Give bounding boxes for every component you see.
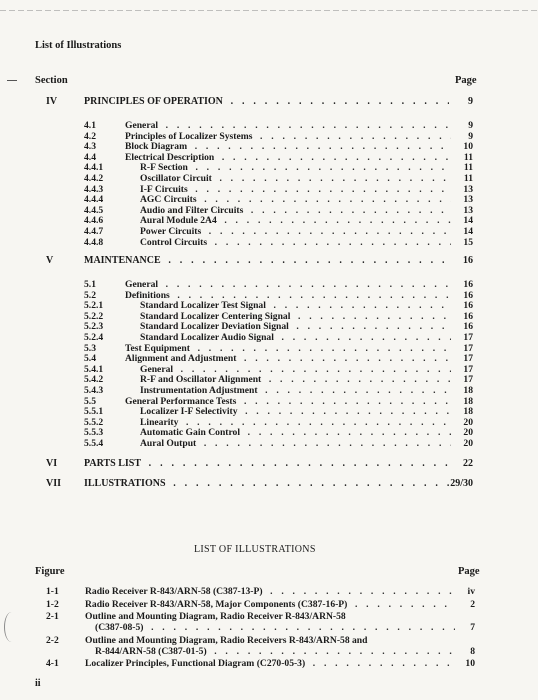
loi-caption-line [85, 658, 455, 669]
toc-section-row [0, 478, 538, 490]
toc-item-number: 4.2 [84, 130, 96, 142]
toc-section-title [84, 458, 449, 470]
toc-item-number: 5.5.3 [84, 427, 104, 439]
toc-item-title-text: AGC Circuits [140, 194, 197, 206]
toc-item-row [0, 417, 538, 428]
toc-item-row [0, 300, 538, 311]
loi-caption-line [95, 646, 455, 657]
loi-caption-text: (C387-08-5) [95, 622, 144, 633]
toc-item-page: 9 [468, 130, 473, 142]
toc-item-title [125, 279, 451, 290]
loi-row [0, 658, 538, 669]
toc-item-title-text: Standard Localizer Audio Signal [140, 332, 274, 343]
loi-caption-line [85, 611, 455, 622]
toc-item-page: 16 [463, 279, 473, 290]
toc-item-title [125, 141, 451, 152]
toc-item-row [0, 406, 538, 417]
toc-item-page: 17 [463, 342, 473, 354]
loi-caption-text: Outline and Mounting Diagram, Radio Receivers R-843/ARN-58 and [85, 634, 368, 646]
toc-item-title-text: Electrical Description [125, 151, 215, 163]
toc-item-row [0, 427, 538, 438]
toc-item-title [140, 205, 451, 216]
toc-item-row [0, 162, 538, 173]
loi-page: 2 [470, 598, 475, 610]
toc-item-title [140, 237, 451, 248]
toc-item-title-text: I-F Circuits [140, 183, 188, 195]
toc-section-number: VI [46, 458, 58, 469]
toc-item-page: 17 [463, 374, 473, 386]
toc-item-title-text: R-F and Oscillator Alignment [140, 374, 262, 386]
toc-item-title-text: Definitions [125, 289, 170, 301]
toc-item-title-text: Instrumentation Adjustment [140, 385, 258, 396]
loi-figure-header: Figure [35, 566, 65, 577]
toc-item-title-text: Alignment and Adjustment [125, 353, 237, 365]
toc-item-row [0, 237, 538, 248]
toc-item-number: 4.4.2 [84, 173, 104, 184]
loi-figure-number: 2-2 [46, 634, 59, 646]
toc-item-title [140, 184, 451, 195]
toc-item-page: 10 [463, 141, 473, 153]
toc-item-page: 20 [463, 416, 473, 428]
toc-section-row [0, 255, 538, 267]
toc-item-row [0, 353, 538, 364]
toc-item-row [0, 141, 538, 152]
toc-item-title-text: Control Circuits [140, 236, 208, 248]
toc-item-title-text: R-F Section [140, 162, 188, 174]
loi-page: 10 [465, 658, 475, 669]
scan-top-rule [0, 10, 538, 11]
loi-caption-line [95, 622, 455, 633]
page-folio: ii [35, 678, 41, 689]
toc-item-title-text: Oscillator Circuit [140, 173, 212, 184]
toc-item-row [0, 332, 538, 343]
toc-section-number: V [46, 255, 54, 266]
toc-item-number: 4.4 [84, 151, 96, 163]
toc-item-title-text: Standard Localizer Centering Signal [140, 310, 291, 322]
toc-item-title-text: Automatic Gain Control [140, 427, 241, 439]
toc-item-title-text: Aural Output [140, 438, 197, 449]
toc-item-title [140, 417, 451, 428]
toc-item-title-text: General Performance Tests [125, 395, 237, 407]
toc-item-page: 16 [463, 300, 473, 312]
loi-caption-text: R-844/ARN-58 (C387-01-5) [95, 645, 207, 657]
toc-item-title-text: Standard Localizer Test Signal [140, 300, 266, 312]
toc-item-title [140, 215, 451, 226]
toc-item-title-text: Test Equipment [125, 342, 190, 354]
toc-item-number: 4.4.5 [84, 204, 104, 216]
loi-row [0, 599, 538, 610]
toc-item-title [140, 427, 451, 438]
loi-figure-number: 2-1 [46, 611, 59, 622]
toc-item-page: 20 [463, 438, 473, 449]
toc-section-page: 22 [463, 458, 473, 469]
toc-item-title [140, 194, 451, 205]
loi-caption-text: Localizer Principles, Functional Diagram (C270-05-3) [85, 658, 306, 669]
toc-item-title [140, 173, 451, 184]
toc-item-number: 4.4.6 [84, 215, 104, 227]
toc-item-page: 17 [463, 353, 473, 365]
toc-section-title-text: ILLUSTRATIONS [84, 478, 166, 489]
loi-page: iv [467, 586, 475, 597]
toc-section-row [0, 458, 538, 470]
toc-item-number: 4.3 [84, 141, 96, 153]
toc-item-number: 5.4 [84, 353, 96, 365]
toc-item-title [125, 152, 451, 163]
loi-caption-line [85, 586, 455, 597]
toc-item-number: 4.4.4 [84, 194, 104, 206]
toc-item-page: 13 [463, 204, 473, 216]
loi-title: LIST OF ILLUSTRATIONS [194, 544, 316, 555]
toc-item-number: 4.1 [84, 120, 96, 131]
toc-item-row [0, 343, 538, 354]
toc-item-row [0, 226, 538, 237]
toc-item-row [0, 184, 538, 195]
toc-item-row [0, 215, 538, 226]
toc-item-page: 17 [463, 332, 473, 343]
toc-item-number: 5.2.3 [84, 321, 104, 333]
toc-item-row [0, 396, 538, 407]
toc-item-row [0, 120, 538, 131]
toc-item-title [125, 396, 451, 407]
toc-item-number: 5.2 [84, 289, 96, 301]
toc-item-page: 20 [463, 427, 473, 439]
toc-section-page: 16 [463, 255, 473, 266]
loi-row [0, 635, 538, 657]
toc-item-number: 4.4.3 [84, 183, 104, 195]
toc-item-row [0, 321, 538, 332]
toc-item-page: 18 [463, 395, 473, 407]
toc-section-page: 29/30 [450, 478, 473, 489]
toc-item-title [140, 311, 451, 322]
toc-item-number: 5.3 [84, 342, 96, 354]
toc-item-title [125, 131, 451, 142]
toc-item-row [0, 279, 538, 290]
toc-item-title-text: Localizer I-F Selectivity [140, 406, 238, 418]
loi-caption-text: Outline and Mounting Diagram, Radio Receiver R-843/ARN-58 [85, 611, 346, 622]
toc-item-row [0, 311, 538, 322]
toc-item-page: 13 [463, 194, 473, 206]
toc-item-row [0, 438, 538, 449]
toc-item-page: 18 [463, 385, 473, 396]
toc-item-number: 5.2.1 [84, 300, 104, 312]
loi-page-header: Page [458, 566, 480, 577]
toc-item-row [0, 205, 538, 216]
toc-item-page: 14 [463, 226, 473, 237]
toc-item-title [140, 374, 451, 385]
loi-figure-number: 1-2 [46, 598, 59, 610]
toc-item-number: 5.1 [84, 279, 96, 290]
toc-item-title-text: General [140, 363, 174, 375]
toc-item-title [140, 162, 451, 173]
running-head: List of Illustrations [35, 40, 122, 51]
toc-page-header: Page [455, 75, 477, 86]
loi-page: 7 [470, 622, 475, 633]
toc-item-page: 16 [463, 289, 473, 301]
loi-figure-number: 1-1 [46, 586, 59, 597]
toc-section-row [0, 96, 538, 108]
toc-item-number: 5.5.1 [84, 406, 104, 418]
toc-section-title [84, 96, 449, 108]
toc-item-page: 16 [463, 310, 473, 322]
toc-item-title-text: Aural Module 2A4 [140, 215, 217, 227]
toc-item-page: 17 [463, 363, 473, 375]
toc-item-number: 5.5.2 [84, 416, 104, 428]
toc-item-title [125, 353, 451, 364]
toc-item-title [140, 385, 451, 396]
toc-item-number: 4.4.8 [84, 236, 104, 248]
toc-section-page: 9 [468, 96, 473, 107]
toc-item-row [0, 385, 538, 396]
toc-item-title [140, 321, 451, 332]
toc-item-title-text: Standard Localizer Deviation Signal [140, 321, 289, 333]
toc-item-title [125, 120, 451, 131]
toc-item-title [140, 364, 451, 375]
toc-item-page: 18 [463, 406, 473, 418]
toc-item-number: 5.4.3 [84, 385, 104, 396]
toc-section-header: Section [35, 75, 68, 86]
toc-item-number: 5.5.4 [84, 438, 104, 449]
toc-item-title [140, 300, 451, 311]
toc-item-row [0, 131, 538, 142]
toc-section-number: VII [46, 478, 62, 489]
loi-caption-text: Radio Receiver R-843/ARN-58, Major Components (C387-16-P) [85, 598, 348, 610]
toc-item-row [0, 194, 538, 205]
toc-item-number: 4.4.7 [84, 226, 104, 237]
toc-section-title [84, 255, 449, 267]
toc-section-title-text: MAINTENANCE [84, 255, 161, 266]
toc-item-row [0, 364, 538, 375]
toc-item-title [125, 343, 451, 354]
toc-item-number: 4.4.1 [84, 162, 104, 174]
toc-item-title-text: Audio and Filter Circuits [140, 204, 244, 216]
toc-item-title-text: Linearity [140, 416, 179, 428]
loi-figure-number: 4-1 [46, 658, 59, 669]
loi-caption-line [85, 599, 455, 610]
toc-item-page: 11 [463, 151, 473, 163]
toc-item-row [0, 290, 538, 301]
toc-item-title [140, 406, 451, 417]
toc-item-title [140, 332, 451, 343]
toc-item-title-text: General [125, 279, 159, 290]
toc-item-title-text: Principles of Localizer Systems [125, 130, 253, 142]
toc-item-number: 5.2.4 [84, 332, 104, 343]
toc-item-title-text: General [125, 120, 159, 131]
loi-caption-text: Radio Receiver R-843/ARN-58 (C387-13-P) [85, 586, 263, 597]
toc-item-page: 11 [463, 162, 473, 174]
loi-caption-line [85, 635, 455, 646]
toc-item-page: 9 [468, 120, 473, 131]
loi-row [0, 586, 538, 597]
toc-item-title [140, 438, 451, 449]
toc-item-page: 13 [463, 183, 473, 195]
toc-item-page: 16 [463, 321, 473, 333]
toc-item-row [0, 173, 538, 184]
toc-item-page: 15 [463, 236, 473, 248]
toc-item-number: 5.4.1 [84, 363, 104, 375]
loi-page: 8 [470, 645, 475, 657]
toc-section-number: IV [46, 96, 58, 107]
toc-section-title [84, 478, 449, 490]
toc-item-title [140, 226, 451, 237]
toc-item-row [0, 152, 538, 163]
toc-item-number: 5.2.2 [84, 310, 104, 322]
toc-item-row [0, 374, 538, 385]
toc-item-title-text: Power Circuits [140, 226, 202, 237]
toc-item-number: 5.5 [84, 395, 96, 407]
toc-item-page: 14 [463, 215, 473, 227]
toc-item-title [125, 290, 451, 301]
toc-item-page: 11 [463, 173, 473, 184]
toc-section-title-text: PARTS LIST [84, 458, 141, 469]
loi-row [0, 611, 538, 633]
margin-mark [7, 80, 17, 81]
toc-section-title-text: PRINCIPLES OF OPERATION [84, 96, 223, 107]
toc-item-title-text: Block Diagram [125, 141, 188, 153]
toc-item-number: 5.4.2 [84, 374, 104, 386]
